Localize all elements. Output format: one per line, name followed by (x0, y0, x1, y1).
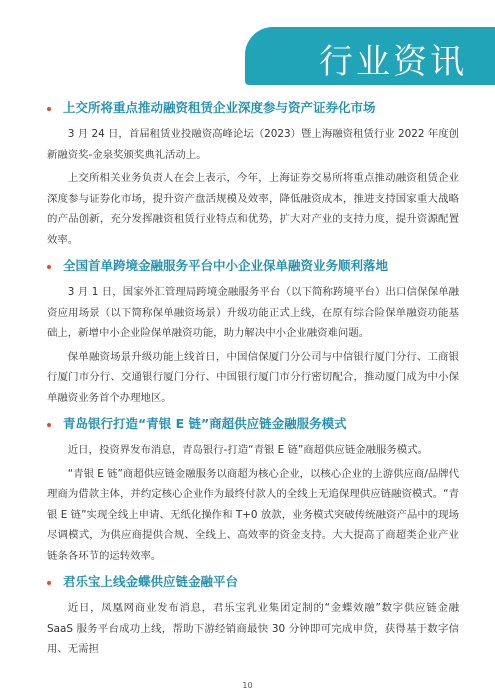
bullet-dot-icon (47, 265, 51, 269)
paragraph: 3 月 1 日，国家外汇管理局跨境金融服务平台（以下简称跨境平台）出口信保保单融资应用场景（以下简称保单融资场景）升级功能正式上线，在原有综合险保单融资功能基础上，新增中小企业险保单融资功能，助力解决中小企业融资难问题。 (47, 286, 459, 339)
paragraph: 近日，凤凰网商业发布消息，君乐宝乳业集团定制的“金蝶效融”数字供应链金融 SaaS 服务平台成功上线，帮助下游经销商最快 30 分钟即可完成申贷，获得基于数字信用、无需担 (47, 602, 459, 655)
paragraph: 3 月 24 日，首届租赁业投融资高峰论坛（2023）暨上海融资租赁行业 2022 年度创新融资奖-金泉奖颁奖典礼活动上。 (47, 128, 459, 161)
section-heading-text: 青岛银行打造“青银 E 链”商超供应链金融服务模式 (63, 416, 347, 431)
section-heading-text: 上交所将重点推动融资租赁企业深度参与资产证券化市场 (63, 100, 376, 115)
bullet-dot-icon (47, 423, 51, 427)
paragraph: “青银 E 链”商超供应链金融服务以商超为核心企业，以核心企业的上游供应商/品牌代理商为借款主体，并约定核心企业作为最终付款人的全线上无追保理供应链融资模式。“青银 E 链”实现全线上申请、无纸化操作和 T+0 放款，业务模式突破传统融资产品中的现场尽调模式，为供应商提供合规、全线上、高效率的资金支持。大大提高了商超类企业产业链条各环节的运转效率。 (47, 467, 459, 562)
section-heading (47, 414, 459, 434)
section-heading (47, 572, 459, 592)
news-section (47, 98, 459, 250)
section-heading-text: 全国首单跨境金融服务平台中小企业保单融资业务顺利落地 (63, 258, 389, 273)
header-banner (245, 27, 495, 85)
bullet-dot-icon (47, 581, 51, 585)
news-content (47, 98, 459, 666)
paragraph: 上交所相关业务负责人在会上表示，今年，上海证券交易所将重点推动融资租赁企业深度参与证券化市场，提升资产盘活规模及效率，降低融资成本，推进支持国家重大战略的产品创新，充分发挥融资租赁行业特点和优势，扩大对产业的支持力度，提升资源配置效率。 (47, 172, 459, 246)
news-section (47, 572, 459, 660)
page-number: 10 (242, 681, 253, 690)
section-heading (47, 98, 459, 118)
news-section (47, 256, 459, 408)
bullet-dot-icon (47, 107, 51, 111)
section-heading-text: 君乐宝上线金蝶供应链金融平台 (63, 574, 239, 589)
paragraph: 近日，投资界发布消息，青岛银行-打造“青银 E 链”商超供应链金融服务模式。 (67, 444, 428, 456)
page-title: 行业资讯 (319, 42, 467, 82)
paragraph: 保单融资场景升级功能上线首日，中国信保厦门分公司与中信银行厦门分行、工商银行厦门市分行、交通银行厦门分行、中国银行厦门市分行密切配合，推动厦门成为中小保单融资业务首个办理地区。 (47, 350, 459, 404)
section-heading (47, 256, 459, 276)
news-section (47, 414, 459, 566)
